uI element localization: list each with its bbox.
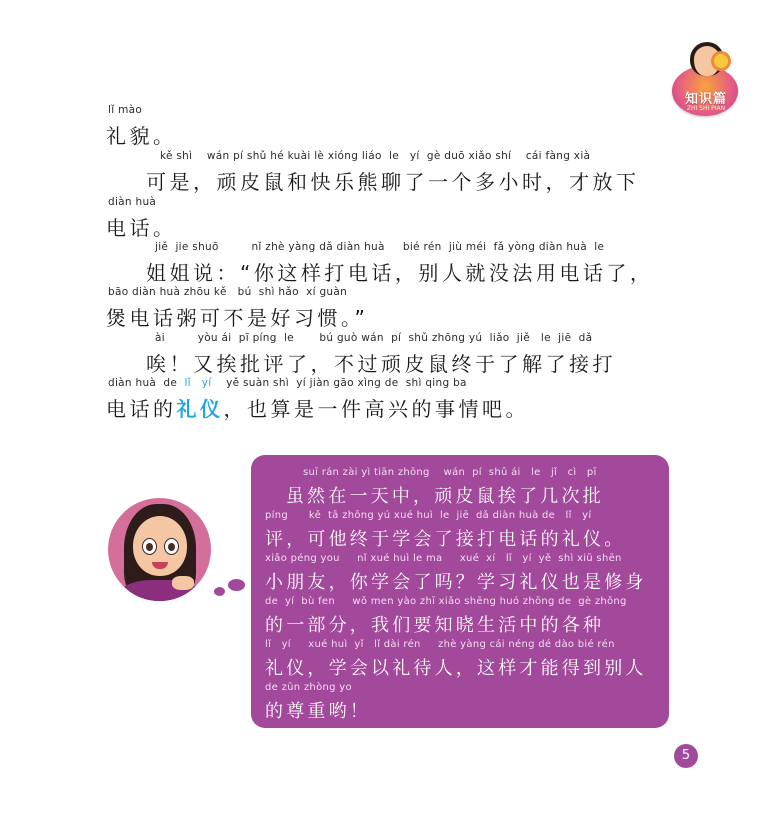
bubble-text-3: 小朋友，你学会了吗？学习礼仪也是修身: [265, 572, 647, 593]
pinyin-line-5: bāo diàn huà zhōu kě bú shì hǎo xí guàn: [108, 286, 348, 298]
text-line-6: 唉！又挨批评了，不过顽皮鼠终于了解了接打: [146, 352, 616, 376]
pinyin-line-7b: yě suàn shì yí jiàn gāo xìng de shì qing ba: [226, 377, 467, 389]
text-line-7a: 电话的: [106, 397, 177, 421]
text-line-1: 礼貌。: [106, 124, 177, 148]
pinyin-line-4: jiě jie shuō nǐ zhè yàng dǎ diàn huà bié rén jiù méi fǎ yòng diàn huà le: [155, 241, 605, 253]
bubble-text-2: 评，可他终于学会了接打电话的礼仪。: [265, 529, 626, 550]
badge-flower-icon: [714, 54, 728, 68]
bubble-tail-dot-large: [228, 579, 245, 591]
bubble-pinyin-4: de yí bù fen wǒ men yào zhī xiǎo shēng huó zhōng de gè zhǒng: [265, 596, 627, 607]
text-line-7: [106, 393, 529, 422]
avatar-eye-left: [142, 538, 157, 555]
speech-bubble: [251, 455, 669, 728]
pinyin-line-3: diàn huà: [108, 196, 157, 208]
text-line-3: 电话。: [106, 216, 177, 240]
pinyin-line-7a: diàn huà de: [108, 377, 178, 389]
bubble-text-4: 的一部分，我们要知晓生活中的各种: [265, 615, 605, 636]
bubble-pinyin-6: de zūn zhòng yo: [265, 682, 352, 693]
pinyin-line-2: kě shì wán pí shǔ hé kuài lè xióng liáo le yí gè duō xiǎo shí cái fàng xià: [160, 150, 591, 162]
avatar-eye-right: [164, 538, 179, 555]
bubble-text-6: 的尊重哟！: [265, 701, 371, 722]
text-line-7b: ，也算是一件高兴的事情吧。: [223, 397, 529, 421]
bubble-pinyin-2: píng kě tā zhōng yú xué huì le jiē dǎ diàn huà de lǐ yí: [265, 510, 592, 521]
badge-sublabel: ZHI SHI PIAN: [686, 105, 726, 112]
text-line-4: 姐姐说：“你这样打电话，别人就没法用电话了，: [146, 261, 654, 285]
bubble-pinyin-5: lǐ yí xué huì yǐ lǐ dài rén zhè yàng cái néng dé dào bié rén: [265, 639, 615, 650]
pinyin-line-1: lǐ mào: [108, 104, 143, 116]
bubble-text-1: 虽然在一天中，顽皮鼠挨了几次批: [268, 486, 604, 507]
keyword-highlight: 礼仪: [176, 397, 224, 421]
pinyin-highlight: lǐ yí: [184, 377, 212, 389]
bubble-pinyin-1: suī rán zài yì tiān zhōng wán pí shǔ ái le jǐ cì pī: [303, 467, 597, 478]
bubble-tail-dot-small: [214, 587, 225, 596]
avatar-hand: [172, 576, 194, 590]
pinyin-line-6: ài yòu ái pī píng le bú guò wán pí shǔ zhōng yú liǎo jiě le jiē dǎ: [155, 332, 593, 344]
section-badge: [670, 40, 742, 120]
bubble-text-5: 礼仪，学会以礼待人，这样才能得到别人: [265, 658, 647, 679]
badge-label: 知识篇: [684, 92, 727, 107]
text-line-5: 煲电话粥可不是好习惯。”: [106, 306, 369, 330]
page-number: 5: [674, 744, 698, 768]
text-line-2: 可是，顽皮鼠和快乐熊聊了一个多小时，才放下: [146, 170, 640, 194]
character-avatar: [108, 498, 211, 601]
bubble-pinyin-3: xiǎo péng you nǐ xué huì le ma xué xí lǐ yí yě shì xiū shēn: [265, 553, 622, 564]
pinyin-line-7: [108, 377, 467, 389]
